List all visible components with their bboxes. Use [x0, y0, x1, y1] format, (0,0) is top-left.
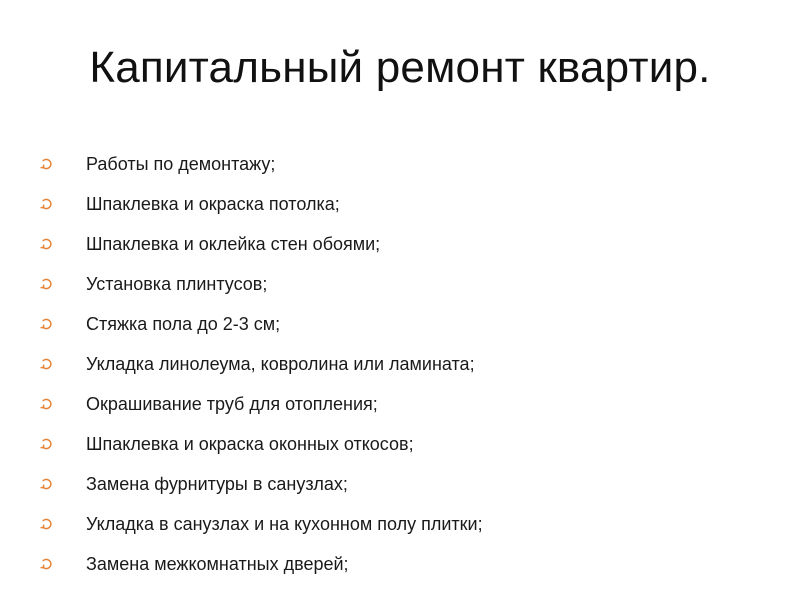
- list-item: [40, 144, 780, 184]
- curved-arrow-bullet-icon: [40, 157, 86, 171]
- curved-arrow-bullet-icon: [40, 557, 86, 571]
- list-item-label: Шпаклевка и окраска оконных откосов;: [86, 433, 414, 454]
- list-item-label: Работы по демонтажу;: [86, 153, 276, 174]
- list-item: [40, 544, 780, 584]
- bullet-list: [40, 144, 780, 584]
- curved-arrow-bullet-icon: [40, 397, 86, 411]
- list-item-label: Укладка в санузлах и на кухонном полу плитки;: [86, 513, 483, 534]
- list-item: [40, 424, 780, 464]
- curved-arrow-bullet-icon: [40, 277, 86, 291]
- list-item: [40, 344, 780, 384]
- list-item-label: Шпаклевка и окраска потолка;: [86, 193, 340, 214]
- list-item-label: Шпаклевка и оклейка стен обоями;: [86, 233, 381, 254]
- curved-arrow-bullet-icon: [40, 357, 86, 371]
- list-item: [40, 464, 780, 504]
- list-item-label: Укладка линолеума, ковролина или ламината;: [86, 353, 475, 374]
- list-item: [40, 264, 780, 304]
- list-item: [40, 224, 780, 264]
- list-item: [40, 384, 780, 424]
- list-item-label: Установка плинтусов;: [86, 273, 268, 294]
- curved-arrow-bullet-icon: [40, 237, 86, 251]
- list-item-label: Окрашивание труб для отопления;: [86, 393, 378, 414]
- list-item-label: Стяжка пола до 2-3 см;: [86, 313, 281, 334]
- curved-arrow-bullet-icon: [40, 477, 86, 491]
- slide-title: Капитальный ремонт квартир.: [89, 43, 711, 92]
- curved-arrow-bullet-icon: [40, 317, 86, 331]
- list-item: [40, 184, 780, 224]
- list-item: [40, 304, 780, 344]
- curved-arrow-bullet-icon: [40, 517, 86, 531]
- curved-arrow-bullet-icon: [40, 197, 86, 211]
- curved-arrow-bullet-icon: [40, 437, 86, 451]
- list-item-label: Замена фурнитуры в санузлах;: [86, 473, 348, 494]
- list-item: [40, 504, 780, 544]
- list-item-label: Замена межкомнатных дверей;: [86, 553, 349, 574]
